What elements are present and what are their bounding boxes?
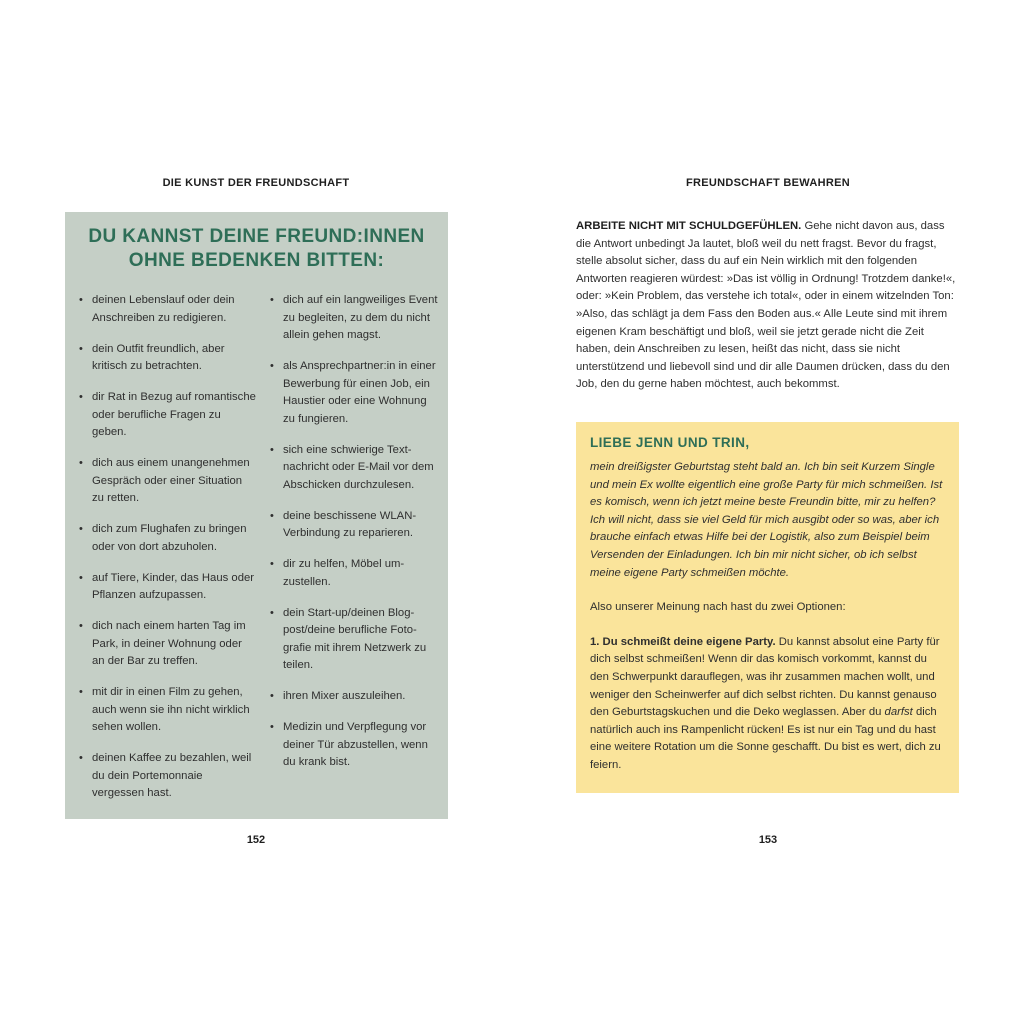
list-item: • dir Rat in Bezug auf romantische oder berufliche Fragen zu geben. xyxy=(79,389,257,442)
letter-box xyxy=(576,422,959,793)
list-item: • dich zum Flughafen zu bringen oder von dort abzuholen. xyxy=(79,521,257,556)
option-text-1: Du kannst absolut eine Party für dich selbst schmeißen! Wenn dir das komisch vorkommt, kannst du den Schwerpunkt darauflegen, was ihr zusammen machen wollt, und weniger den Scheinwerfer auf dich selbst richten. Du kannst genauso den Geburtstagskuchen und die Deko weglassen. Aber du xyxy=(590,635,940,719)
running-head-left: DIE KUNST DER FREUNDSCHAFT xyxy=(162,177,350,189)
list-item: • dir zu helfen, Möbel umzustellen. xyxy=(270,556,438,591)
running-head-right: FREUNDSCHAFT BEWAHREN xyxy=(686,177,850,189)
option-lead: 1. Du schmeißt deine eigene Party. xyxy=(590,635,776,648)
tips-list-left xyxy=(79,292,257,816)
list-item: • dein Outfit freundlich, aber kritisch zu betrachten. xyxy=(79,341,257,376)
page-number-right: 153 xyxy=(758,834,778,846)
paragraph-lead: ARBEITE NICHT MIT SCHULDGEFÜHLEN. xyxy=(576,220,802,232)
list-item: • deinen Kaffee zu bezahlen, weil du dein Portemonnaie vergessen hast. xyxy=(79,750,257,803)
list-item: • deine beschissene WLAN-Verbindung zu reparieren. xyxy=(270,508,438,543)
list-item: • Medizin und Verpflegung vor deiner Tür abzustellen, wenn du krank bist. xyxy=(270,719,438,772)
tips-box-title xyxy=(65,225,448,273)
list-item: • auf Tiere, Kinder, das Haus oder Pflanzen aufzupassen. xyxy=(79,570,257,605)
option-emphasis: darfst xyxy=(884,706,913,719)
list-item: • als Ansprechpartner:in in einer Bewerbung für einen Job, ein Haustier oder eine Wohnung zu fungieren. xyxy=(270,358,438,428)
letter-intro: Also unserer Meinung nach hast du zwei Optionen: xyxy=(590,601,846,614)
paragraph-text: Gehe nicht davon aus, dass die Antwort unbedingt Ja lautet, bloß weil du nett fragst. Bevor du fragst, stelle absolut sicher, dass du auf ein Nein wirklich mit den folgenden Antworten reagieren würdest: »Das ist völlig in Ordnung! Trotzdem danke!«, oder: »Kein Problem, das verstehe ich total«, oder in einem witzelnden Ton: »Also, das schlägt ja dem Fass den Boden aus.« Alle Leute sind mit ihrem eigenen Kram beschäftigt und bloß, weil sie jetzt gerade nicht die Zeit haben, dein Anschreiben zu lesen, heißt das nicht, dass sie nicht unterstützend und liebevoll sind und dir alle Daumen drücken, dass du den Job, den du gerne haben möchtest, auch bekommst. xyxy=(576,220,956,391)
letter-title: LIEBE JENN UND TRIN, xyxy=(590,435,750,450)
list-item: • deinen Lebenslauf oder dein Anschreiben zu redigieren. xyxy=(79,292,257,327)
letter-question: mein dreißigster Geburtstag steht bald an. Ich bin seit Kurzem Single und mein Ex wollte eigentlich eine große Party für mich schmeißen. Ist es komisch, wenn ich jetzt meine beste Freundin bitte, mir zu helfen? Ich will nicht, dass sie viel Geld für mich ausgibt oder so was, aber ich brauche einfach etwas Hilfe bei der Logistik, also zum Beispiel beim Versenden der Einladungen. Ich bin mir nicht sicher, ob ich selbst meine eigene Party schmeißen möchte. xyxy=(590,461,943,579)
tips-list-right xyxy=(270,292,438,785)
page-number-left: 152 xyxy=(246,834,266,846)
tips-box-title-line2: OHNE BEDENKEN BITTEN: xyxy=(128,250,385,271)
letter-option xyxy=(590,634,945,775)
tips-box-title-line1: DU KANNST DEINE FREUND:INNEN xyxy=(88,226,425,247)
list-item: • dich nach einem harten Tag im Park, in deiner Wohnung oder an der Bar zu treffen. xyxy=(79,618,257,671)
tips-box xyxy=(65,212,448,819)
body-paragraph xyxy=(576,218,960,394)
list-item: • mit dir in einen Film zu gehen, auch wenn sie ihn nicht wirklich sehen wollen. xyxy=(79,684,257,737)
right-page xyxy=(512,0,1024,1024)
list-item: • ihren Mixer auszuleihen. xyxy=(270,688,438,706)
list-item: • dein Start-up/deinen Blogpost/deine berufliche Fotografie mit ihrem Netzwerk zu teilen. xyxy=(270,605,438,675)
list-item: • dich auf ein langweiliges Event zu begleiten, zu dem du nicht allein gehen magst. xyxy=(270,292,438,345)
list-item: • sich eine schwierige Textnachricht oder E-Mail vor dem Abschicken durchzulesen. xyxy=(270,442,438,495)
option-text-2: dich natürlich auch ins Rampenlicht rücken! Es ist nur ein Tag und du hast eine weitere Rotation um die Sonne geschafft. Du bist es wert, dich zu feiern. xyxy=(590,706,941,771)
list-item: • dich aus einem unangenehmen Gespräch oder einer Situation zu retten. xyxy=(79,455,257,508)
